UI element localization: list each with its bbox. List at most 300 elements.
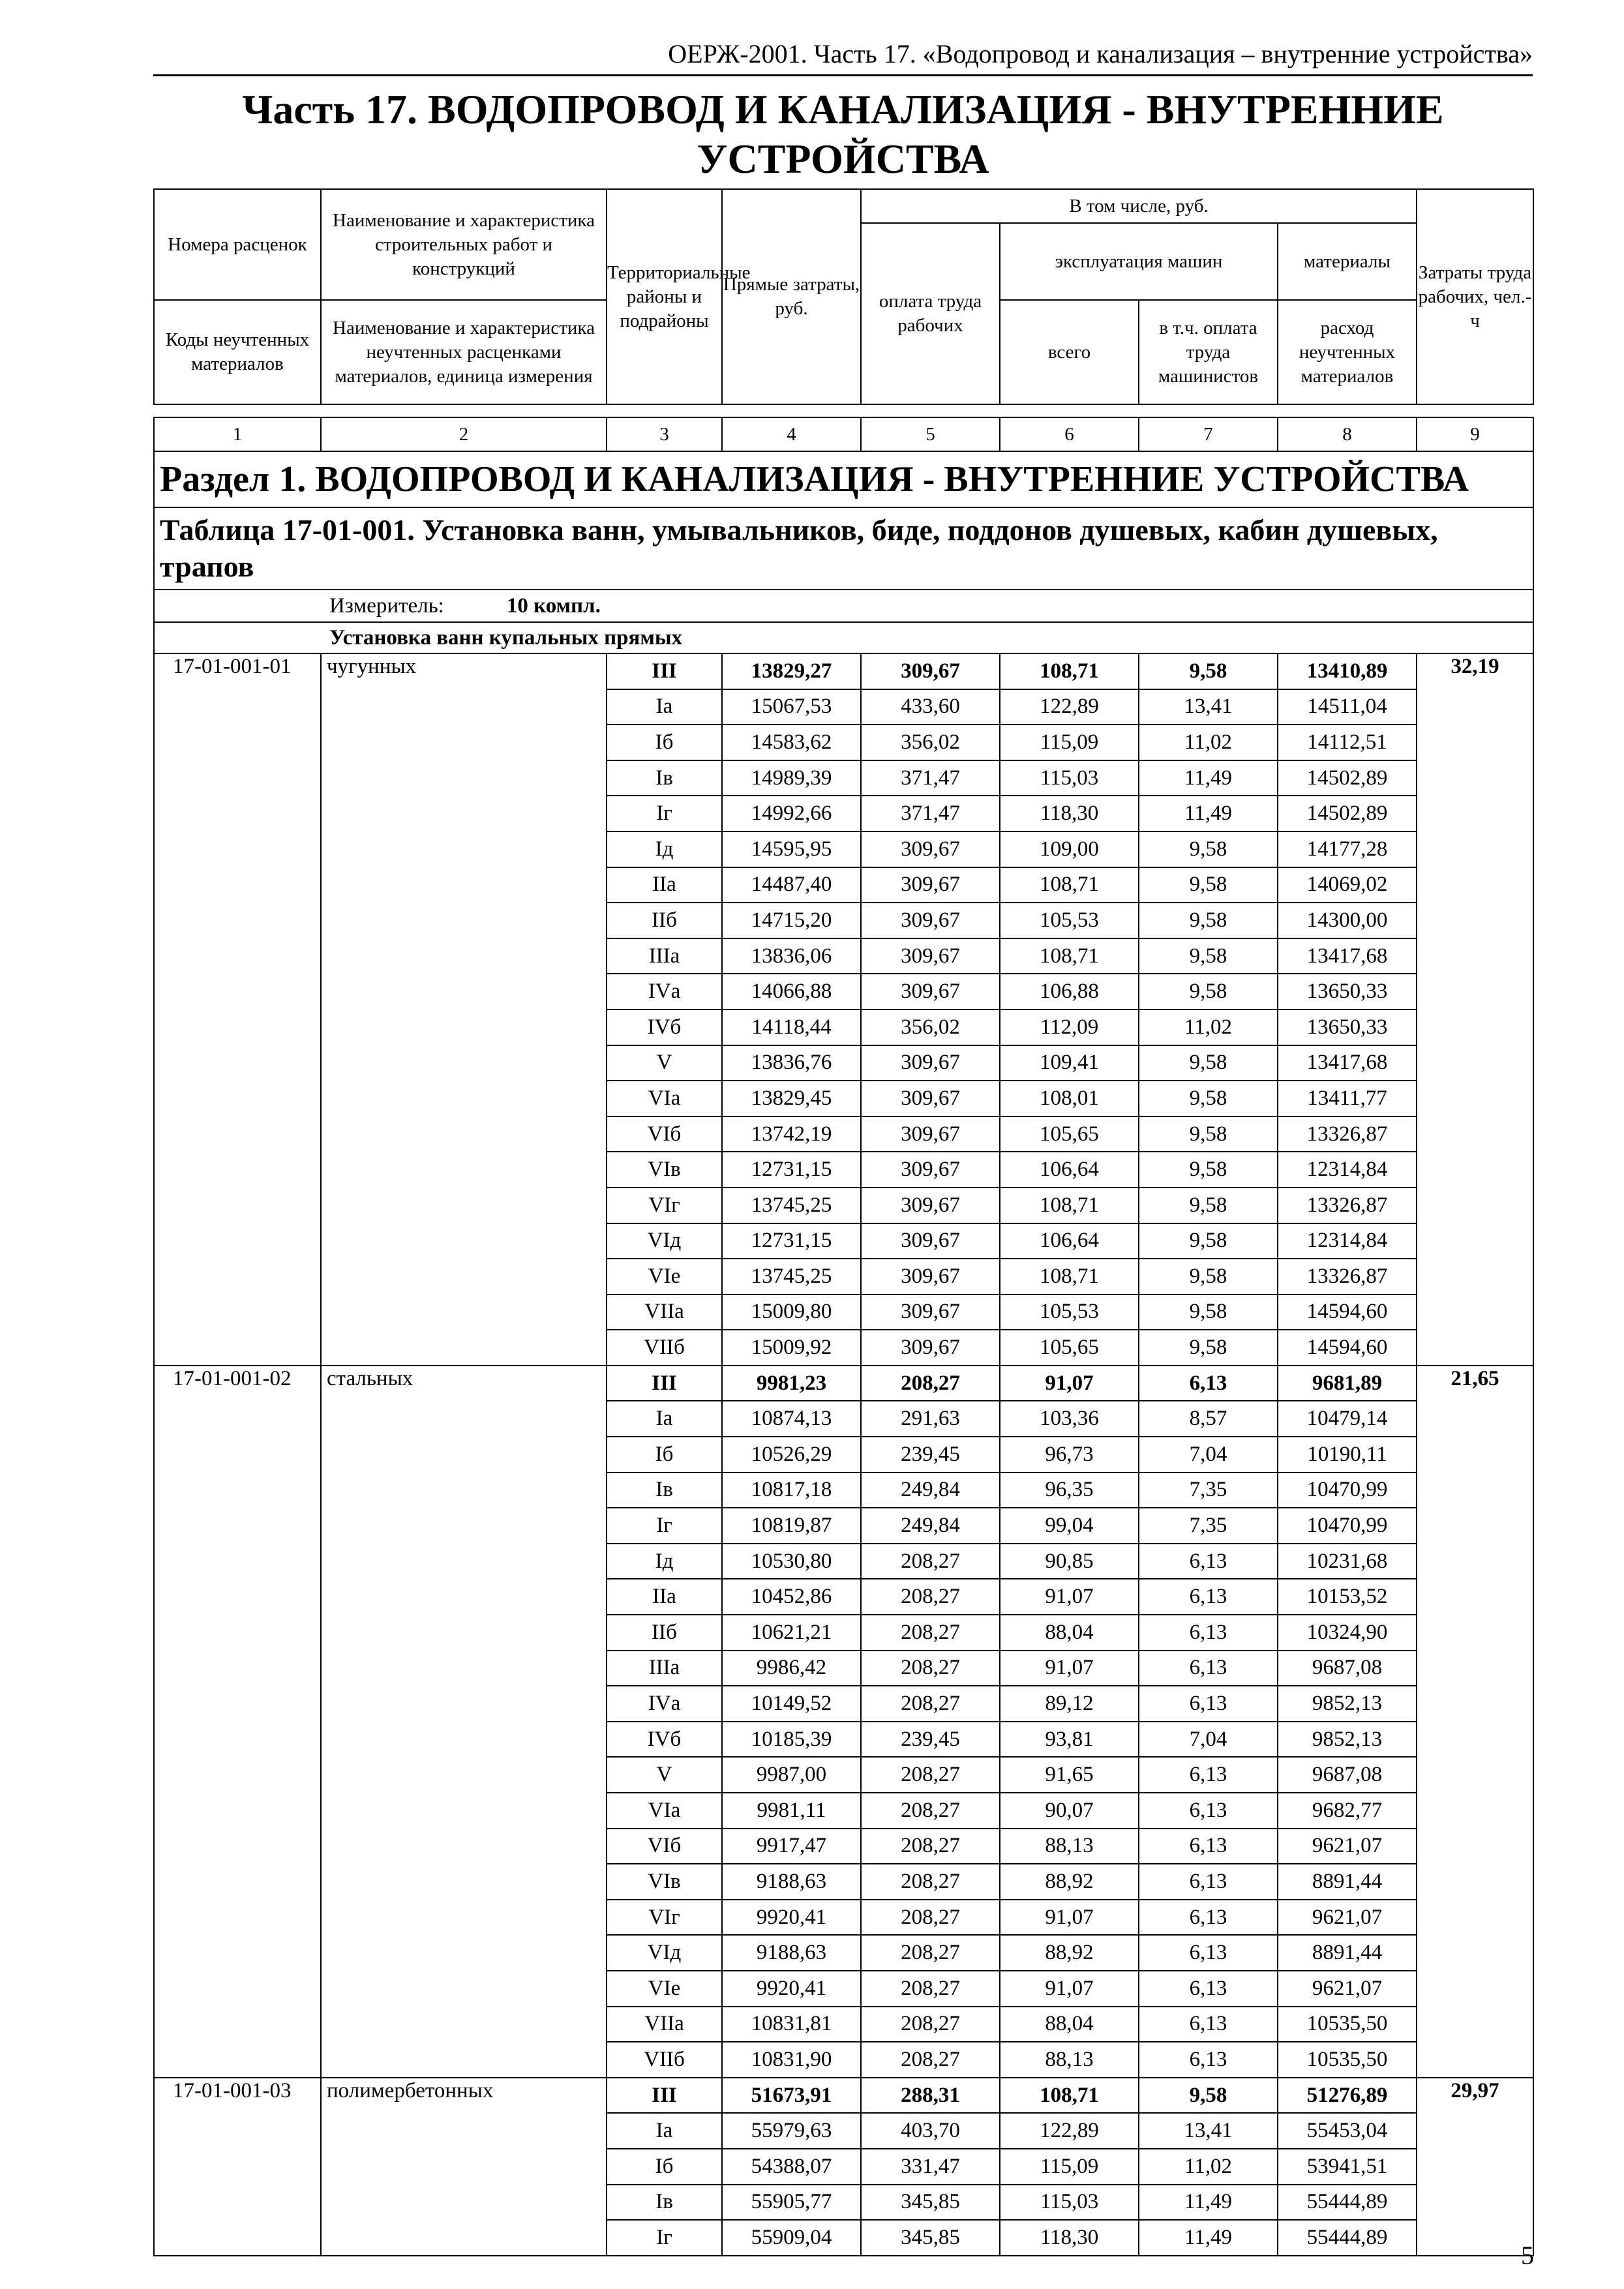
worker-pay-cell: 345,85: [861, 2185, 1000, 2221]
worker-pay-cell: 309,67: [861, 903, 1000, 938]
operator-pay-cell: 6,13: [1139, 1615, 1278, 1651]
worker-pay-cell: 309,67: [861, 867, 1000, 903]
machines-total-cell: 112,09: [1000, 1010, 1139, 1045]
machines-total-cell: 105,65: [1000, 1116, 1139, 1152]
operator-pay-cell: 13,41: [1139, 689, 1278, 725]
operator-pay-cell: 6,13: [1139, 2042, 1278, 2078]
operator-pay-cell: 9,58: [1139, 1045, 1278, 1081]
materials-cell: 14069,02: [1278, 867, 1417, 903]
direct-cost-cell: 13745,25: [722, 1188, 861, 1223]
region-cell: IIб: [607, 1615, 722, 1651]
materials-cell: 10324,90: [1278, 1615, 1417, 1651]
region-cell: Iд: [607, 1544, 722, 1579]
direct-cost-cell: 9987,00: [722, 1757, 861, 1793]
operator-pay-cell: 11,02: [1139, 2149, 1278, 2185]
machines-total-cell: 91,07: [1000, 1900, 1139, 1936]
worker-pay-cell: 331,47: [861, 2149, 1000, 2185]
worker-pay-cell: 309,67: [861, 1152, 1000, 1188]
materials-cell: 13326,87: [1278, 1116, 1417, 1152]
operator-pay-cell: 9,58: [1139, 974, 1278, 1010]
region-cell: IIа: [607, 867, 722, 903]
materials-cell: 9621,07: [1278, 1900, 1417, 1936]
header-machine-operation: эксплуатация машин: [1000, 223, 1278, 300]
region-cell: VIг: [607, 1188, 722, 1223]
direct-cost-cell: 14989,39: [722, 760, 861, 796]
machines-total-cell: 122,89: [1000, 2113, 1139, 2149]
materials-cell: 12314,84: [1278, 1152, 1417, 1188]
direct-cost-cell: 15009,92: [722, 1330, 861, 1366]
materials-cell: 10470,99: [1278, 1508, 1417, 1544]
region-cell: VIа: [607, 1081, 722, 1116]
rate-code: 17-01-001-01: [154, 653, 321, 1366]
worker-pay-cell: 309,67: [861, 974, 1000, 1010]
region-cell: VIг: [607, 1900, 722, 1936]
direct-cost-cell: 9981,11: [722, 1793, 861, 1829]
rate-code: 17-01-001-03: [154, 2078, 321, 2256]
operator-pay-cell: 9,58: [1139, 1081, 1278, 1116]
worker-pay-cell: 309,67: [861, 938, 1000, 974]
machines-total-cell: 90,85: [1000, 1544, 1139, 1579]
materials-cell: 53941,51: [1278, 2149, 1417, 2185]
materials-cell: 8891,44: [1278, 1935, 1417, 1971]
machines-total-cell: 122,89: [1000, 689, 1139, 725]
direct-cost-cell: 14118,44: [722, 1010, 861, 1045]
header-rate-numbers: Номера расценок: [154, 189, 321, 300]
region-cell: VIе: [607, 1971, 722, 2007]
rates-table: [153, 188, 1534, 2256]
operator-pay-cell: 9,58: [1139, 1152, 1278, 1188]
column-number: 3: [607, 417, 722, 451]
column-number: 4: [722, 417, 861, 451]
materials-cell: 55444,89: [1278, 2220, 1417, 2256]
column-number: 2: [321, 417, 607, 451]
operator-pay-cell: 11,49: [1139, 796, 1278, 831]
header-unaccounted-codes: Коды неучтенных материалов: [154, 300, 321, 404]
materials-cell: 9852,13: [1278, 1722, 1417, 1758]
operator-pay-cell: 11,49: [1139, 760, 1278, 796]
operator-pay-cell: 11,02: [1139, 725, 1278, 760]
header-operator-pay: в т.ч. оплата труда машинистов: [1139, 300, 1278, 404]
materials-cell: 14594,60: [1278, 1330, 1417, 1366]
direct-cost-cell: 14715,20: [722, 903, 861, 938]
region-cell: Iг: [607, 2220, 722, 2256]
operator-pay-cell: 11,49: [1139, 2220, 1278, 2256]
worker-pay-cell: 288,31: [861, 2078, 1000, 2114]
worker-pay-cell: 208,27: [861, 1829, 1000, 1864]
operator-pay-cell: 9,58: [1139, 867, 1278, 903]
page-title: [153, 85, 1533, 184]
machines-total-cell: 88,13: [1000, 1829, 1139, 1864]
materials-cell: 9687,08: [1278, 1651, 1417, 1686]
measure-value: 10 компл.: [506, 593, 601, 618]
machines-total-cell: 96,73: [1000, 1437, 1139, 1473]
materials-cell: 8891,44: [1278, 1864, 1417, 1900]
machines-total-cell: 115,09: [1000, 725, 1139, 760]
materials-cell: 14511,04: [1278, 689, 1417, 725]
operator-pay-cell: 9,58: [1139, 903, 1278, 938]
machines-total-cell: 115,03: [1000, 760, 1139, 796]
region-cell: IIб: [607, 903, 722, 938]
machines-total-cell: 108,01: [1000, 1081, 1139, 1116]
worker-pay-cell: 309,67: [861, 1259, 1000, 1294]
work-name: полимербетонных: [321, 2078, 607, 2256]
table-row: [154, 653, 1533, 689]
operator-pay-cell: 9,58: [1139, 1116, 1278, 1152]
operator-pay-cell: 9,58: [1139, 1259, 1278, 1294]
materials-cell: 51276,89: [1278, 2078, 1417, 2114]
measure-row: [154, 590, 1533, 622]
worker-pay-cell: 208,27: [861, 1579, 1000, 1615]
direct-cost-cell: 13836,76: [722, 1045, 861, 1081]
direct-cost-cell: 13829,45: [722, 1081, 861, 1116]
region-cell: Iб: [607, 1437, 722, 1473]
page-title-line-1: Часть 17. ВОДОПРОВОД И КАНАЛИЗАЦИЯ - ВНУТРЕННИЕ: [242, 86, 1444, 132]
column-number: 1: [154, 417, 321, 451]
worker-pay-cell: 309,67: [861, 1223, 1000, 1259]
direct-cost-cell: 10621,21: [722, 1615, 861, 1651]
column-number: 5: [861, 417, 1000, 451]
worker-pay-cell: 208,27: [861, 1864, 1000, 1900]
direct-cost-cell: 10530,80: [722, 1544, 861, 1579]
operator-pay-cell: 8,57: [1139, 1401, 1278, 1437]
operator-pay-cell: 6,13: [1139, 1579, 1278, 1615]
machines-total-cell: 105,53: [1000, 1294, 1139, 1330]
operator-pay-cell: 6,13: [1139, 1900, 1278, 1936]
labor-cost: 21,65: [1417, 1366, 1533, 2078]
machines-total-cell: 108,71: [1000, 1188, 1139, 1223]
region-cell: IVб: [607, 1722, 722, 1758]
worker-pay-cell: 371,47: [861, 796, 1000, 831]
operator-pay-cell: 9,58: [1139, 1188, 1278, 1223]
table-row: [154, 1366, 1533, 1401]
direct-cost-cell: 12731,15: [722, 1223, 861, 1259]
region-cell: III: [607, 2078, 722, 2114]
machines-total-cell: 115,03: [1000, 2185, 1139, 2221]
direct-cost-cell: 10452,86: [722, 1579, 861, 1615]
column-number: 7: [1139, 417, 1278, 451]
region-cell: III: [607, 1366, 722, 1401]
machines-total-cell: 106,64: [1000, 1223, 1139, 1259]
worker-pay-cell: 208,27: [861, 1793, 1000, 1829]
materials-cell: 13417,68: [1278, 938, 1417, 974]
region-cell: Iа: [607, 1401, 722, 1437]
region-cell: IVа: [607, 1686, 722, 1722]
rate-code: 17-01-001-02: [154, 1366, 321, 2078]
materials-cell: 55444,89: [1278, 2185, 1417, 2221]
region-cell: VIIб: [607, 1330, 722, 1366]
direct-cost-cell: 14066,88: [722, 974, 861, 1010]
header-worker-pay: оплата труда рабочих: [861, 223, 1000, 404]
worker-pay-cell: 309,67: [861, 1294, 1000, 1330]
region-cell: VIIб: [607, 2042, 722, 2078]
direct-cost-cell: 9981,23: [722, 1366, 861, 1401]
machines-total-cell: 88,92: [1000, 1864, 1139, 1900]
machines-total-cell: 109,41: [1000, 1045, 1139, 1081]
operator-pay-cell: 7,04: [1139, 1437, 1278, 1473]
machines-total-cell: 108,71: [1000, 867, 1139, 903]
worker-pay-cell: 249,84: [861, 1508, 1000, 1544]
direct-cost-cell: 14583,62: [722, 725, 861, 760]
machines-total-cell: 108,71: [1000, 653, 1139, 689]
worker-pay-cell: 356,02: [861, 1010, 1000, 1045]
machines-total-cell: 109,00: [1000, 831, 1139, 867]
direct-cost-cell: 9188,63: [722, 1935, 861, 1971]
direct-cost-cell: 10817,18: [722, 1473, 861, 1508]
worker-pay-cell: 249,84: [861, 1473, 1000, 1508]
operator-pay-cell: 9,58: [1139, 1294, 1278, 1330]
materials-cell: 14502,89: [1278, 760, 1417, 796]
worker-pay-cell: 208,27: [861, 2007, 1000, 2042]
direct-cost-cell: 51673,91: [722, 2078, 861, 2114]
machines-total-cell: 99,04: [1000, 1508, 1139, 1544]
machines-total-cell: 90,07: [1000, 1793, 1139, 1829]
header-unaccounted-materials: Наименование и характеристика неучтенных расценками материалов, единица измерения: [321, 300, 607, 404]
worker-pay-cell: 309,67: [861, 1188, 1000, 1223]
measure-label: Измеритель:: [329, 593, 444, 618]
materials-cell: 14177,28: [1278, 831, 1417, 867]
labor-cost: 32,19: [1417, 653, 1533, 1366]
machines-total-cell: 108,71: [1000, 2078, 1139, 2114]
machines-total-cell: 108,71: [1000, 1259, 1139, 1294]
worker-pay-cell: 345,85: [861, 2220, 1000, 2256]
materials-cell: 9682,77: [1278, 1793, 1417, 1829]
group-title: Установка ванн купальных прямых: [154, 622, 1533, 653]
machines-total-cell: 118,30: [1000, 2220, 1139, 2256]
operator-pay-cell: 6,13: [1139, 1686, 1278, 1722]
materials-cell: 13326,87: [1278, 1188, 1417, 1223]
region-cell: VIв: [607, 1152, 722, 1188]
direct-cost-cell: 9188,63: [722, 1864, 861, 1900]
materials-cell: 13417,68: [1278, 1045, 1417, 1081]
machines-total-cell: 103,36: [1000, 1401, 1139, 1437]
region-cell: IVб: [607, 1010, 722, 1045]
worker-pay-cell: 309,67: [861, 1045, 1000, 1081]
direct-cost-cell: 15067,53: [722, 689, 861, 725]
materials-cell: 10190,11: [1278, 1437, 1417, 1473]
region-cell: VIа: [607, 1793, 722, 1829]
header-gap: [154, 404, 1533, 417]
direct-cost-cell: 13742,19: [722, 1116, 861, 1152]
direct-cost-cell: 12731,15: [722, 1152, 861, 1188]
region-cell: Iг: [607, 1508, 722, 1544]
machines-total-cell: 91,07: [1000, 1651, 1139, 1686]
materials-cell: 10535,50: [1278, 2007, 1417, 2042]
region-cell: Iа: [607, 689, 722, 725]
worker-pay-cell: 208,27: [861, 1900, 1000, 1936]
operator-pay-cell: 9,58: [1139, 653, 1278, 689]
operator-pay-cell: 6,13: [1139, 1651, 1278, 1686]
page-title-line-2: УСТРОЙСТВА: [697, 136, 989, 182]
operator-pay-cell: 9,58: [1139, 831, 1278, 867]
operator-pay-cell: 9,58: [1139, 1330, 1278, 1366]
header-direct-costs: Прямые затраты, руб.: [722, 189, 861, 404]
operator-pay-cell: 6,13: [1139, 1544, 1278, 1579]
header-materials: материалы: [1278, 223, 1417, 300]
direct-cost-cell: 9920,41: [722, 1900, 861, 1936]
worker-pay-cell: 309,67: [861, 1116, 1000, 1152]
worker-pay-cell: 433,60: [861, 689, 1000, 725]
page-number: 5: [1521, 2241, 1534, 2270]
direct-cost-cell: 55905,77: [722, 2185, 861, 2221]
column-number: 9: [1417, 417, 1533, 451]
machines-total-cell: 93,81: [1000, 1722, 1139, 1758]
machines-total-cell: 88,13: [1000, 2042, 1139, 2078]
worker-pay-cell: 371,47: [861, 760, 1000, 796]
direct-cost-cell: 55909,04: [722, 2220, 861, 2256]
worker-pay-cell: 208,27: [861, 1544, 1000, 1579]
direct-cost-cell: 9920,41: [722, 1971, 861, 2007]
materials-cell: 14594,60: [1278, 1294, 1417, 1330]
materials-cell: 14502,89: [1278, 796, 1417, 831]
machines-total-cell: 91,07: [1000, 1366, 1139, 1401]
operator-pay-cell: 6,13: [1139, 1757, 1278, 1793]
worker-pay-cell: 208,27: [861, 1366, 1000, 1401]
operator-pay-cell: 7,04: [1139, 1722, 1278, 1758]
worker-pay-cell: 309,67: [861, 831, 1000, 867]
machines-total-cell: 118,30: [1000, 796, 1139, 831]
worker-pay-cell: 309,67: [861, 1081, 1000, 1116]
worker-pay-cell: 356,02: [861, 725, 1000, 760]
materials-cell: 13411,77: [1278, 1081, 1417, 1116]
operator-pay-cell: 6,13: [1139, 1366, 1278, 1401]
region-cell: VIIа: [607, 2007, 722, 2042]
header-machines-total: всего: [1000, 300, 1139, 404]
column-number: 8: [1278, 417, 1417, 451]
direct-cost-cell: 10831,90: [722, 2042, 861, 2078]
materials-cell: 13326,87: [1278, 1259, 1417, 1294]
materials-cell: 10535,50: [1278, 2042, 1417, 2078]
machines-total-cell: 88,92: [1000, 1935, 1139, 1971]
machines-total-cell: 91,07: [1000, 1579, 1139, 1615]
labor-cost: 29,97: [1417, 2078, 1533, 2256]
region-cell: III: [607, 653, 722, 689]
table-title: Таблица 17-01-001. Установка ванн, умывальников, биде, поддонов душевых, кабин душевых, трапов: [154, 507, 1533, 590]
machines-total-cell: 91,65: [1000, 1757, 1139, 1793]
worker-pay-cell: 208,27: [861, 1971, 1000, 2007]
operator-pay-cell: 9,58: [1139, 938, 1278, 974]
direct-cost-cell: 13836,06: [722, 938, 861, 974]
direct-cost-cell: 14992,66: [722, 796, 861, 831]
region-cell: IIа: [607, 1579, 722, 1615]
work-name: стальных: [321, 1366, 607, 2078]
direct-cost-cell: 10831,81: [722, 2007, 861, 2042]
operator-pay-cell: 6,13: [1139, 2007, 1278, 2042]
header-work-name: Наименование и характеристика строительных работ и конструкций: [321, 189, 607, 300]
worker-pay-cell: 239,45: [861, 1722, 1000, 1758]
operator-pay-cell: 6,13: [1139, 1864, 1278, 1900]
operator-pay-cell: 9,58: [1139, 1223, 1278, 1259]
direct-cost-cell: 10874,13: [722, 1401, 861, 1437]
materials-cell: 12314,84: [1278, 1223, 1417, 1259]
machines-total-cell: 115,09: [1000, 2149, 1139, 2185]
direct-cost-cell: 55979,63: [722, 2113, 861, 2149]
region-cell: Iв: [607, 1473, 722, 1508]
region-cell: IVа: [607, 974, 722, 1010]
direct-cost-cell: 15009,80: [722, 1294, 861, 1330]
worker-pay-cell: 208,27: [861, 1686, 1000, 1722]
machines-total-cell: 88,04: [1000, 1615, 1139, 1651]
direct-cost-cell: 10819,87: [722, 1508, 861, 1544]
operator-pay-cell: 6,13: [1139, 1935, 1278, 1971]
direct-cost-cell: 13829,27: [722, 653, 861, 689]
direct-cost-cell: 14595,95: [722, 831, 861, 867]
region-cell: VIб: [607, 1829, 722, 1864]
materials-cell: 10470,99: [1278, 1473, 1417, 1508]
direct-cost-cell: 10149,52: [722, 1686, 861, 1722]
operator-pay-cell: 6,13: [1139, 1793, 1278, 1829]
region-cell: VIв: [607, 1864, 722, 1900]
column-number: 6: [1000, 417, 1139, 451]
region-cell: Iб: [607, 2149, 722, 2185]
machines-total-cell: 106,64: [1000, 1152, 1139, 1188]
direct-cost-cell: 10526,29: [722, 1437, 861, 1473]
table-row: [154, 2078, 1533, 2114]
region-cell: V: [607, 1045, 722, 1081]
region-cell: VIд: [607, 1223, 722, 1259]
work-name: чугунных: [321, 653, 607, 1366]
materials-cell: 9621,07: [1278, 1829, 1417, 1864]
region-cell: Iг: [607, 796, 722, 831]
direct-cost-cell: 9917,47: [722, 1829, 861, 1864]
region-cell: VIд: [607, 1935, 722, 1971]
materials-cell: 9621,07: [1278, 1971, 1417, 2007]
header-territorial-regions: Территориальные районы и подрайоны: [607, 189, 722, 404]
region-cell: VIб: [607, 1116, 722, 1152]
worker-pay-cell: 403,70: [861, 2113, 1000, 2149]
region-cell: IIIа: [607, 938, 722, 974]
worker-pay-cell: 309,67: [861, 653, 1000, 689]
machines-total-cell: 108,71: [1000, 938, 1139, 974]
header-material-consumption: расход неучтенных материалов: [1278, 300, 1417, 404]
direct-cost-cell: 9986,42: [722, 1651, 861, 1686]
operator-pay-cell: 7,35: [1139, 1508, 1278, 1544]
direct-cost-cell: 14487,40: [722, 867, 861, 903]
machines-total-cell: 106,88: [1000, 974, 1139, 1010]
section-title: Раздел 1. ВОДОПРОВОД И КАНАЛИЗАЦИЯ - ВНУТРЕННИЕ УСТРОЙСТВА: [154, 451, 1533, 507]
materials-cell: 9687,08: [1278, 1757, 1417, 1793]
direct-cost-cell: 13745,25: [722, 1259, 861, 1294]
operator-pay-cell: 6,13: [1139, 1971, 1278, 2007]
machines-total-cell: 105,53: [1000, 903, 1139, 938]
operator-pay-cell: 9,58: [1139, 2078, 1278, 2114]
region-cell: Iв: [607, 2185, 722, 2221]
header-labor-costs: Затраты труда рабочих, чел.-ч: [1417, 189, 1533, 404]
machines-total-cell: 88,04: [1000, 2007, 1139, 2042]
worker-pay-cell: 208,27: [861, 1651, 1000, 1686]
running-header: ОЕРЖ-2001. Часть 17. «Водопровод и канализация – внутренние устройства»: [153, 37, 1533, 76]
region-cell: IIIа: [607, 1651, 722, 1686]
worker-pay-cell: 208,27: [861, 1757, 1000, 1793]
materials-cell: 55453,04: [1278, 2113, 1417, 2149]
operator-pay-cell: 13,41: [1139, 2113, 1278, 2149]
region-cell: Iа: [607, 2113, 722, 2149]
materials-cell: 14300,00: [1278, 903, 1417, 938]
header-including: В том числе, руб.: [861, 189, 1417, 223]
machines-total-cell: 105,65: [1000, 1330, 1139, 1366]
materials-cell: 9852,13: [1278, 1686, 1417, 1722]
worker-pay-cell: 309,67: [861, 1330, 1000, 1366]
machines-total-cell: 96,35: [1000, 1473, 1139, 1508]
materials-cell: 14112,51: [1278, 725, 1417, 760]
materials-cell: 13650,33: [1278, 974, 1417, 1010]
worker-pay-cell: 208,27: [861, 1615, 1000, 1651]
operator-pay-cell: 11,02: [1139, 1010, 1278, 1045]
region-cell: Iб: [607, 725, 722, 760]
worker-pay-cell: 208,27: [861, 1935, 1000, 1971]
operator-pay-cell: 11,49: [1139, 2185, 1278, 2221]
region-cell: Iд: [607, 831, 722, 867]
machines-total-cell: 91,07: [1000, 1971, 1139, 2007]
